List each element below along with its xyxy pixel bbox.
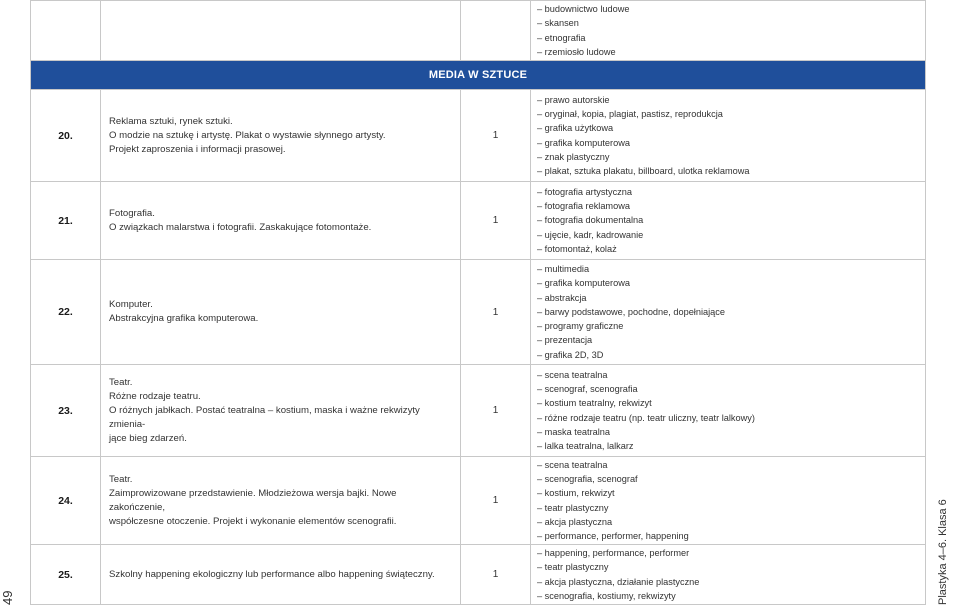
hours-cell: 1 xyxy=(461,545,531,605)
topic-line: Zaimprowizowane przedstawienie. Młodzieżowa wersja bajki. Nowe zakończenie, xyxy=(109,487,397,513)
term-item: – multimedia xyxy=(537,264,590,275)
terms-cell xyxy=(531,457,926,545)
term-item: – prawo autorskie xyxy=(537,94,610,105)
topic-line: O modzie na sztukę i artystę. Plakat o wystawie słynnego artysty. xyxy=(109,129,386,141)
topic-line: O związkach malarstwa i fotografii. Zaskakujące fotomontaże. xyxy=(109,221,372,233)
term-item: – grafika komputerowa xyxy=(537,278,630,289)
table-row xyxy=(31,457,926,545)
term-item: – rzemiosło ludowe xyxy=(537,46,616,57)
topic-line: jące bieg zdarzeń. xyxy=(109,432,187,444)
terms-cell xyxy=(531,1,926,61)
terms-cell xyxy=(531,545,926,605)
topic-cell xyxy=(101,182,461,260)
topic-line: Komputer. xyxy=(109,299,153,310)
term-item: – performance, performer, happening xyxy=(537,530,689,541)
table-row xyxy=(31,182,926,260)
term-item: – oryginał, kopia, plagiat, pastisz, reprodukcja xyxy=(537,109,723,120)
term-item: – plakat, sztuka plakatu, billboard, ulotka reklamowa xyxy=(537,165,750,176)
term-item: – maska teatralna xyxy=(537,426,611,437)
hours-cell: 1 xyxy=(461,457,531,545)
topic-line: O różnych jabłkach. Postać teatralna – kostium, maska i ważne rekwizyty zmienia- xyxy=(109,404,420,430)
term-item: – lalka teatralna, lalkarz xyxy=(537,440,634,451)
term-item: – scena teatralna xyxy=(537,369,608,380)
term-item: – scena teatralna xyxy=(537,459,608,470)
topic-line: Teatr. xyxy=(109,376,133,388)
topic-line: Teatr. xyxy=(109,473,133,485)
curriculum-table xyxy=(30,0,926,605)
topic-line: współczesne otoczenie. Projekt i wykonanie elementów scenografii. xyxy=(109,515,397,527)
term-item: – abstrakcja xyxy=(537,292,587,303)
topic-cell xyxy=(101,365,461,457)
term-item: – scenografia, scenograf xyxy=(537,474,638,485)
term-item: – scenograf, scenografia xyxy=(537,384,638,395)
term-item: – akcja plastyczna, działanie plastyczne xyxy=(537,576,700,587)
terms-cell xyxy=(531,182,926,260)
term-item: – grafika użytkowa xyxy=(537,123,614,134)
topic-line: Szkolny happening ekologiczny lub performance albo happening świąteczny. xyxy=(109,568,435,580)
term-item: – fotografia reklamowa xyxy=(537,201,630,212)
term-item: – grafika 2D, 3D xyxy=(537,349,604,360)
term-item: – fotografia artystyczna xyxy=(537,186,632,197)
series-label: Plastyka 4–6. Klasa 6 xyxy=(937,499,949,605)
term-item: – teatr plastyczny xyxy=(537,562,609,573)
topic-line: Różne rodzaje teatru. xyxy=(109,390,201,402)
hours-cell: 1 xyxy=(461,260,531,365)
term-item: – fotografia dokumentalna xyxy=(537,215,644,226)
row-number: 22. xyxy=(31,260,101,365)
topic-line: Fotografia. xyxy=(109,207,155,219)
row-number: 20. xyxy=(31,90,101,182)
topic-cell xyxy=(101,457,461,545)
section-band-row xyxy=(31,61,926,90)
term-item: – kostium, rekwizyt xyxy=(537,488,615,499)
topic-line: Projekt zaproszenia i informacji prasowej. xyxy=(109,143,286,155)
term-item: – scenografia, kostiumy, rekwizyty xyxy=(537,590,676,601)
hours-cell: 1 xyxy=(461,182,531,260)
topic-cell xyxy=(101,260,461,365)
term-item: – różne rodzaje teatru (np. teatr uliczny, teatr lalkowy) xyxy=(537,412,755,423)
term-item: – ujęcie, kadr, kadrowanie xyxy=(537,229,644,240)
table-row xyxy=(31,260,926,365)
terms-cell xyxy=(531,90,926,182)
term-item: – akcja plastyczna xyxy=(537,516,613,527)
topic-cell xyxy=(101,545,461,605)
term-item: – happening, performance, performer xyxy=(537,548,690,559)
topic-cell xyxy=(101,90,461,182)
term-item: – znak plastyczny xyxy=(537,151,610,162)
hours-cell: 1 xyxy=(461,365,531,457)
hours-cell: 1 xyxy=(461,90,531,182)
term-item: – grafika komputerowa xyxy=(537,137,630,148)
table-row-top xyxy=(31,1,926,61)
topic-line: Reklama sztuki, rynek sztuki. xyxy=(109,115,233,127)
row-number: 24. xyxy=(31,457,101,545)
table-row xyxy=(31,545,926,605)
term-item: – teatr plastyczny xyxy=(537,502,609,513)
term-item: – fotomontaż, kolaż xyxy=(537,243,617,254)
table-row xyxy=(31,90,926,182)
term-item: – skansen xyxy=(537,18,579,29)
topic-line: Abstrakcyjna grafika komputerowa. xyxy=(109,313,259,324)
term-item: – budownictwo ludowe xyxy=(537,4,630,15)
page-number: 49 xyxy=(0,590,15,605)
terms-cell xyxy=(531,260,926,365)
table-row xyxy=(31,365,926,457)
terms-cell xyxy=(531,365,926,457)
row-number: 21. xyxy=(31,182,101,260)
row-number: 25. xyxy=(31,545,101,605)
section-band-title: MEDIA W SZTUCE xyxy=(31,61,926,90)
term-item: – programy graficzne xyxy=(537,321,624,332)
row-number: 23. xyxy=(31,365,101,457)
term-item: – barwy podstawowe, pochodne, dopełniające xyxy=(537,306,725,317)
term-item: – etnografia xyxy=(537,32,586,43)
term-item: – prezentacja xyxy=(537,335,593,346)
term-item: – kostium teatralny, rekwizyt xyxy=(537,398,652,409)
